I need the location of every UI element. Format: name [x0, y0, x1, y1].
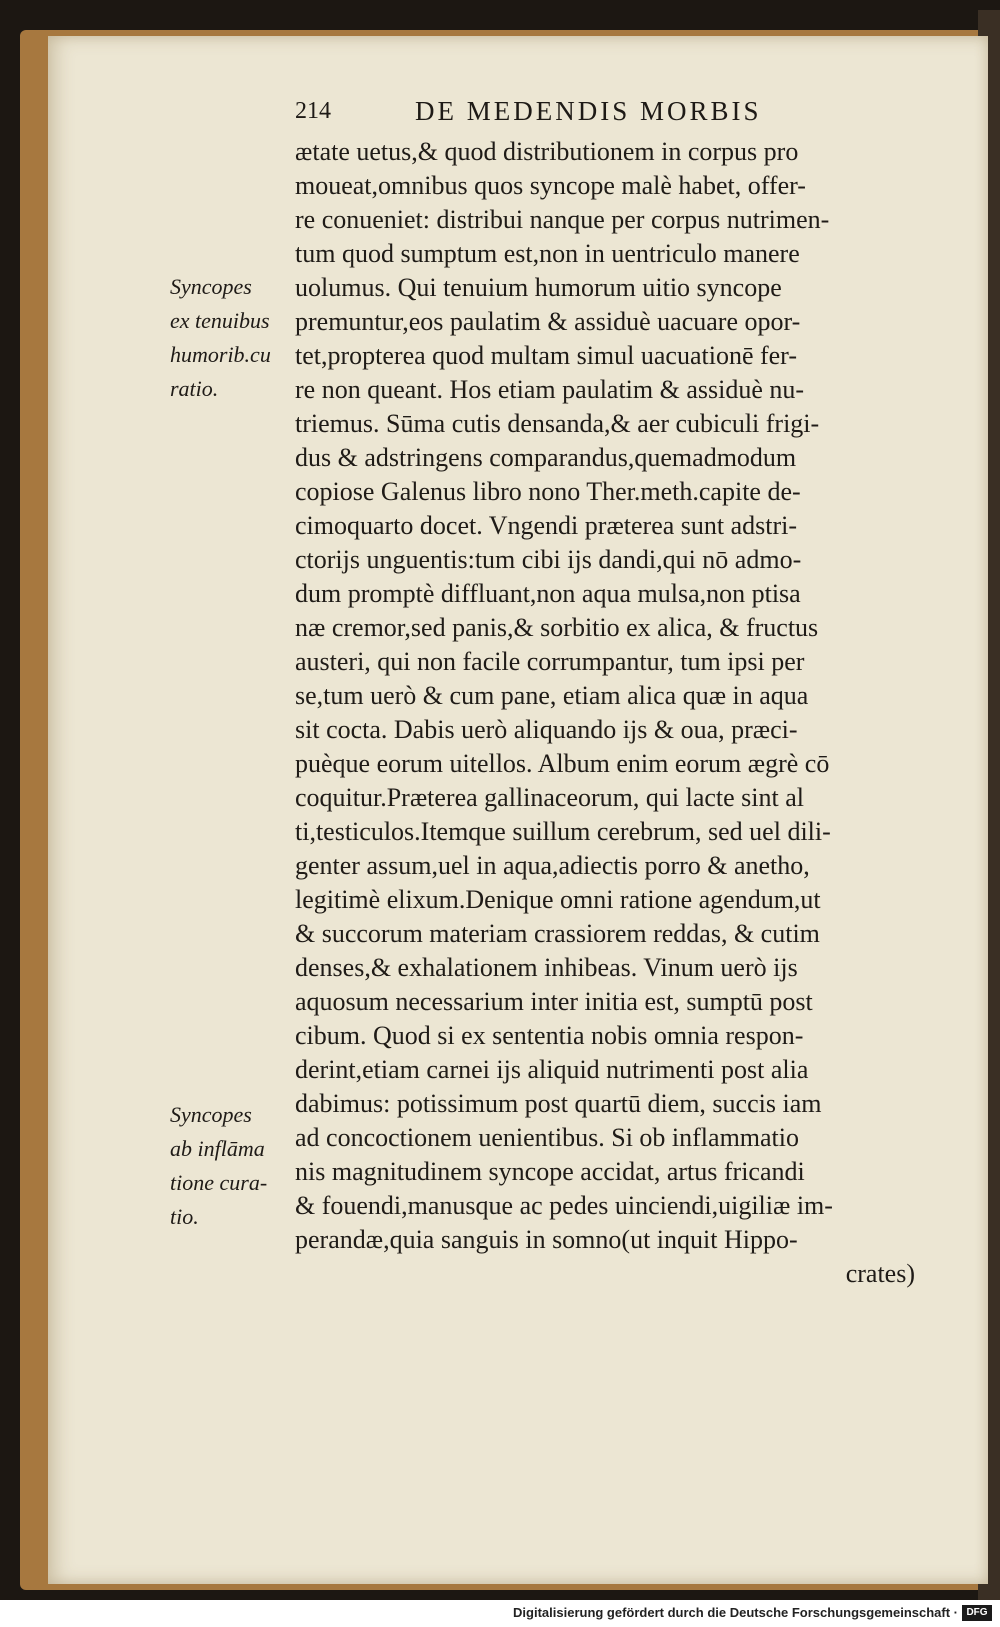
text-line: tet,propterea quod multam simul uacuationē fer-: [295, 341, 797, 370]
margin-note-line: ratio.: [170, 376, 219, 401]
text-line: perandæ,quia sanguis in somno(ut inquit Hippo-: [295, 1225, 798, 1254]
text-line: derint,etiam carnei ijs aliquid nutrimenti post alia: [295, 1055, 809, 1084]
text-line: uolumus. Qui tenuium humorum uitio syncope: [295, 273, 782, 302]
text-line: cibum. Quod si ex sententia nobis omnia respon-: [295, 1021, 804, 1050]
page-header: [295, 96, 855, 136]
text-line: copiose Galenus libro nono Ther.meth.capite de-: [295, 477, 801, 506]
margin-note-line: humorib.cu: [170, 342, 271, 367]
text-line: cimoquarto docet. Vngendi præterea sunt adstri-: [295, 511, 798, 540]
text-line: genter assum,uel in aqua,adiectis porro & anetho,: [295, 851, 810, 880]
text-line: & fouendi,manusque ac pedes uinciendi,uigiliæ im-: [295, 1191, 833, 1220]
body-text: [295, 135, 935, 1291]
text-line: dum promptè diffluant,non aqua mulsa,non ptisa: [295, 579, 801, 608]
margin-note-line: Syncopes: [170, 1102, 252, 1127]
text-line: premuntur,eos paulatim & assiduè uacuare opor-: [295, 307, 801, 336]
text-line: & succorum materiam crassiorem reddas, & cutim: [295, 919, 820, 948]
text-line: sit cocta. Dabis uerò aliquando ijs & oua, præci-: [295, 715, 798, 744]
text-line: re conueniet: distribui nanque per corpus nutrimen-: [295, 205, 830, 234]
text-line: næ cremor,sed panis,& sorbitio ex alica, & fructus: [295, 613, 819, 642]
text-line: dabimus: potissimum post quartū diem, succis iam: [295, 1089, 822, 1118]
text-line: coquitur.Præterea gallinaceorum, qui lacte sint al: [295, 783, 805, 812]
page-number: 214: [295, 98, 331, 124]
text-line: se,tum uerò & cum pane, etiam alica quæ in aqua: [295, 681, 809, 710]
dfg-logo-icon: DFG: [962, 1605, 992, 1621]
catchword: crates): [845, 1259, 915, 1288]
text-line: moueat,omnibus quos syncope malè habet, offer-: [295, 171, 806, 200]
margin-note-tenuibus: [170, 270, 295, 406]
margin-note-line: tione cura-: [170, 1170, 268, 1195]
text-line: ti,testiculos.Itemque suillum cerebrum, sed uel dili-: [295, 817, 831, 846]
margin-note-line: ex tenuibus: [170, 308, 270, 333]
footer-bar: [0, 1600, 1000, 1627]
margin-note-inflammatione: [170, 1098, 295, 1234]
text-line: ætate uetus,& quod distributionem in corpus pro: [295, 137, 799, 166]
text-line: puèque eorum uitellos. Album enim eorum ægrè cō: [295, 749, 830, 778]
text-line: re non queant. Hos etiam paulatim & assiduè nu-: [295, 375, 805, 404]
text-line: legitimè elixum.Denique omni ratione agendum,ut: [295, 885, 821, 914]
margin-note-line: Syncopes: [170, 274, 252, 299]
text-line: aquosum necessarium inter initia est, sumptū post: [295, 987, 813, 1016]
running-head: DE MEDENDIS MORBIS: [415, 96, 762, 126]
text-line: nis magnitudinem syncope accidat, artus fricandi: [295, 1157, 805, 1186]
text-line: denses,& exhalationem inhibeas. Vinum uerò ijs: [295, 953, 798, 982]
text-line: triemus. Sūma cutis densanda,& aer cubiculi frigi-: [295, 409, 820, 438]
text-line: ctorijs unguentis:tum cibi ijs dandi,qui nō admo-: [295, 545, 802, 574]
text-line: tum quod sumptum est,non in uentriculo manere: [295, 239, 800, 268]
text-line: ad concoctionem uenientibus. Si ob inflammatio: [295, 1123, 800, 1152]
funding-notice: Digitalisierung gefördert durch die Deutsche Forschungsgemeinschaft ·: [513, 1605, 958, 1620]
margin-note-line: tio.: [170, 1204, 199, 1229]
margin-note-line: ab inflāma: [170, 1136, 265, 1161]
text-line: dus & adstringens comparandus,quemadmodum: [295, 443, 797, 472]
text-line: austeri, qui non facile corrumpantur, tum ipsi per: [295, 647, 805, 676]
